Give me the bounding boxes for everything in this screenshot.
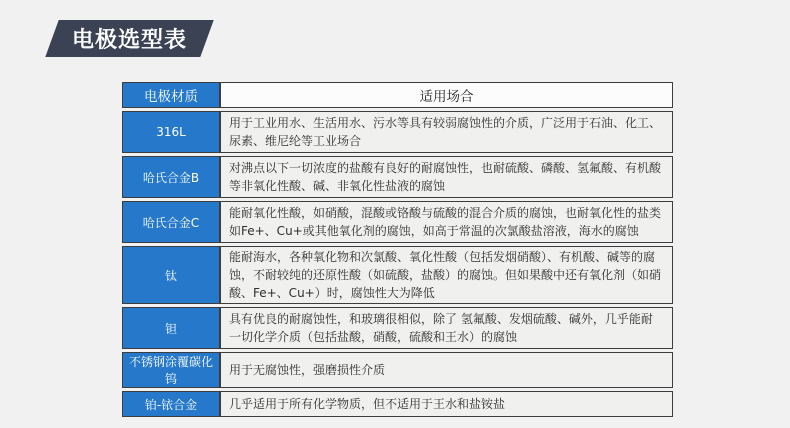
table-row [122, 391, 673, 417]
table-row [122, 156, 673, 198]
material-cell: 哈氏合金B [122, 156, 220, 198]
selection-table [122, 79, 673, 420]
table-row [122, 307, 673, 349]
usage-cell: 用于工业用水、生活用水、污水等具有较弱腐蚀性的介质，广泛用于石油、化工、尿素、维尼纶等工业场合 [220, 111, 673, 153]
table-header-row [122, 82, 673, 108]
table-row [122, 352, 673, 388]
page-title: 电极选型表 [72, 28, 188, 53]
electrode-selection-table [122, 79, 673, 420]
material-cell: 钛 [122, 246, 220, 304]
material-cell: 316L [122, 111, 220, 153]
usage-cell: 能耐海水，各种氧化物和次氯酸、氧化性酸（包括发烟硝酸）、有机酸、碱等的腐蚀，不耐较纯的还原性酸（如硫酸，盐酸）的腐蚀。但如果酸中还有氧化剂（如硝酸、Fe+、Cu+）时，腐蚀性大为降低 [220, 246, 673, 304]
usage-cell: 对沸点以下一切浓度的盐酸有良好的耐腐蚀性，也耐硫酸、磷酸、氢氟酸、有机酸等非氧化性酸、碱、非氧化性盐液的腐蚀 [220, 156, 673, 198]
material-cell: 钽 [122, 307, 220, 349]
table-row [122, 201, 673, 243]
usage-cell: 能耐氧化性酸，如硝酸，混酸或铬酸与硫酸的混合介质的腐蚀，也耐氧化性的盐类如Fe+、Cu+或其他氧化剂的腐蚀，如高于常温的次氯酸盐溶液，海水的腐蚀 [220, 201, 673, 243]
material-cell: 不锈钢涂覆碳化钨 [122, 352, 220, 388]
page-title-banner [45, 20, 213, 57]
column-header-material: 电极材质 [122, 82, 220, 108]
usage-cell: 具有优良的耐腐蚀性，和玻璃很相似，除了 氢氟酸、发烟硫酸、碱外，几乎能耐一切化学介质（包括盐酸，硝酸，硫酸和王水）的腐蚀 [220, 307, 673, 349]
usage-cell: 用于无腐蚀性，强磨损性介质 [220, 352, 673, 388]
table-row [122, 111, 673, 153]
usage-cell: 几乎适用于所有化学物质，但不适用于王水和盐铵盐 [220, 391, 673, 417]
table-body [122, 111, 673, 417]
material-cell: 铂-铱合金 [122, 391, 220, 417]
column-header-usage: 适用场合 [220, 82, 673, 108]
table-row [122, 246, 673, 304]
material-cell: 哈氏合金C [122, 201, 220, 243]
